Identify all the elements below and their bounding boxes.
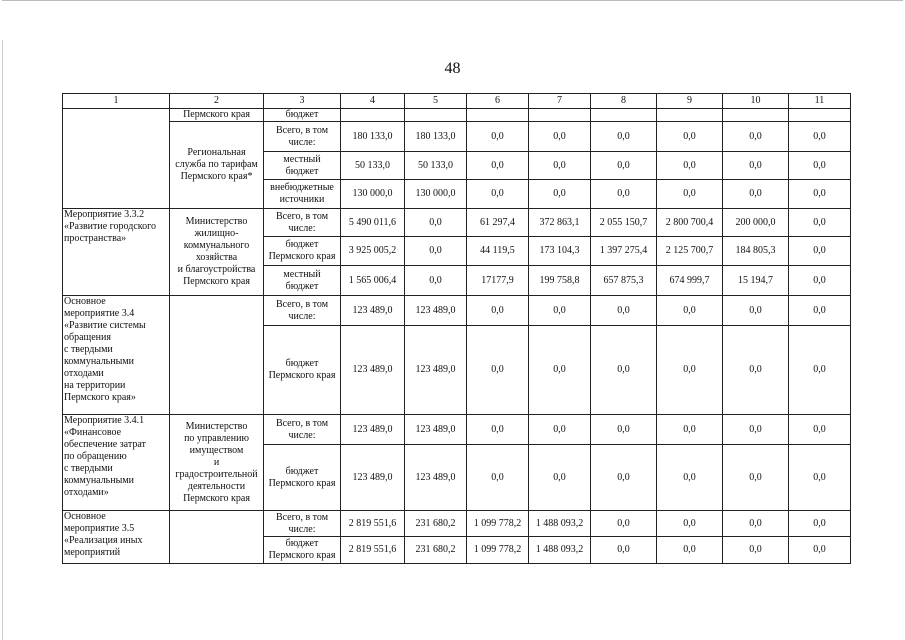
value-cell: 123 489,0: [405, 296, 467, 326]
source-cell: бюджет Пермского края: [264, 237, 341, 266]
value-cell: 0,0: [591, 415, 657, 445]
column-header-11: 11: [789, 94, 851, 109]
value-cell: 15 194,7: [723, 266, 789, 296]
value-cell: 184 805,3: [723, 237, 789, 266]
value-cell: 0,0: [723, 415, 789, 445]
value-cell: 180 133,0: [405, 122, 467, 152]
executor-cell: [170, 296, 264, 415]
value-cell: 0,0: [467, 180, 529, 209]
column-header-1: 1: [63, 94, 170, 109]
value-cell: [591, 109, 657, 122]
value-cell: 199 758,8: [529, 266, 591, 296]
value-cell: 0,0: [657, 296, 723, 326]
source-cell: Всего, в том числе:: [264, 296, 341, 326]
value-cell: 0,0: [723, 511, 789, 537]
value-cell: 0,0: [789, 266, 851, 296]
value-cell: 0,0: [529, 415, 591, 445]
value-cell: 0,0: [467, 326, 529, 415]
table-body: [63, 109, 851, 564]
value-cell: 0,0: [657, 445, 723, 511]
value-cell: 0,0: [529, 445, 591, 511]
value-cell: 0,0: [591, 180, 657, 209]
value-cell: 123 489,0: [405, 445, 467, 511]
value-cell: 1 488 093,2: [529, 511, 591, 537]
column-header-10: 10: [723, 94, 789, 109]
value-cell: [405, 109, 467, 122]
value-cell: 123 489,0: [341, 326, 405, 415]
value-cell: 0,0: [591, 122, 657, 152]
program-cell: Основное мероприятие 3.5 «Реализация иных мероприятий: [63, 511, 170, 564]
value-cell: 2 800 700,4: [657, 209, 723, 237]
value-cell: 0,0: [789, 209, 851, 237]
value-cell: 0,0: [789, 152, 851, 180]
value-cell: 0,0: [657, 152, 723, 180]
value-cell: 0,0: [529, 152, 591, 180]
value-cell: 657 875,3: [591, 266, 657, 296]
value-cell: 130 000,0: [405, 180, 467, 209]
value-cell: 0,0: [789, 122, 851, 152]
value-cell: 180 133,0: [341, 122, 405, 152]
value-cell: 50 133,0: [405, 152, 467, 180]
value-cell: 231 680,2: [405, 537, 467, 564]
value-cell: 5 490 011,6: [341, 209, 405, 237]
value-cell: 17177,9: [467, 266, 529, 296]
source-cell: Всего, в том числе:: [264, 209, 341, 237]
value-cell: 0,0: [657, 537, 723, 564]
value-cell: 0,0: [467, 122, 529, 152]
executor-cell: Региональная служба по тарифам Пермского края*: [170, 122, 264, 209]
page-number: 48: [444, 60, 461, 77]
value-cell: 130 000,0: [341, 180, 405, 209]
column-header-8: 8: [591, 94, 657, 109]
value-cell: 2 055 150,7: [591, 209, 657, 237]
value-cell: 0,0: [789, 180, 851, 209]
value-cell: 0,0: [591, 511, 657, 537]
column-header-5: 5: [405, 94, 467, 109]
value-cell: 2 819 551,6: [341, 511, 405, 537]
value-cell: 674 999,7: [657, 266, 723, 296]
value-cell: 0,0: [723, 326, 789, 415]
value-cell: [467, 109, 529, 122]
value-cell: 0,0: [467, 445, 529, 511]
value-cell: 0,0: [591, 152, 657, 180]
value-cell: 0,0: [657, 326, 723, 415]
value-cell: 61 297,4: [467, 209, 529, 237]
value-cell: 0,0: [789, 296, 851, 326]
source-cell: внебюджетные источники: [264, 180, 341, 209]
value-cell: 0,0: [723, 152, 789, 180]
value-cell: 1 565 006,4: [341, 266, 405, 296]
value-cell: 0,0: [405, 237, 467, 266]
executor-cell: Министерство жилищно- коммунального хозяйства и благоустройства Пермского края: [170, 209, 264, 296]
value-cell: [657, 109, 723, 122]
value-cell: 0,0: [723, 537, 789, 564]
executor-cell: [170, 511, 264, 564]
value-cell: 0,0: [657, 511, 723, 537]
column-header-9: 9: [657, 94, 723, 109]
value-cell: 2 819 551,6: [341, 537, 405, 564]
value-cell: 0,0: [467, 152, 529, 180]
value-cell: 173 104,3: [529, 237, 591, 266]
value-cell: 0,0: [591, 326, 657, 415]
value-cell: 231 680,2: [405, 511, 467, 537]
header-row: [63, 94, 851, 109]
value-cell: 0,0: [789, 511, 851, 537]
value-cell: 2 125 700,7: [657, 237, 723, 266]
source-cell: бюджет Пермского края: [264, 537, 341, 564]
column-header-4: 4: [341, 94, 405, 109]
value-cell: 0,0: [657, 180, 723, 209]
value-cell: 0,0: [657, 415, 723, 445]
value-cell: 0,0: [789, 237, 851, 266]
value-cell: [341, 109, 405, 122]
table-row: [63, 109, 851, 122]
value-cell: 1 099 778,2: [467, 511, 529, 537]
value-cell: 0,0: [405, 266, 467, 296]
value-cell: 50 133,0: [341, 152, 405, 180]
value-cell: 0,0: [723, 445, 789, 511]
column-header-7: 7: [529, 94, 591, 109]
value-cell: 1 099 778,2: [467, 537, 529, 564]
source-cell: бюджет: [264, 109, 341, 122]
value-cell: 0,0: [467, 296, 529, 326]
program-cell: Мероприятие 3.3.2 «Развитие городского пространства»: [63, 209, 170, 296]
table-row: [63, 296, 851, 326]
source-cell: Всего, в том числе:: [264, 511, 341, 537]
value-cell: 0,0: [591, 445, 657, 511]
value-cell: [529, 109, 591, 122]
value-cell: 0,0: [723, 296, 789, 326]
program-cell: [63, 109, 170, 209]
column-header-3: 3: [264, 94, 341, 109]
value-cell: 1 488 093,2: [529, 537, 591, 564]
source-cell: бюджет Пермского края: [264, 326, 341, 415]
value-cell: 1 397 275,4: [591, 237, 657, 266]
value-cell: 0,0: [789, 415, 851, 445]
value-cell: 123 489,0: [341, 296, 405, 326]
value-cell: 0,0: [789, 326, 851, 415]
value-cell: 0,0: [529, 296, 591, 326]
table-row: [63, 415, 851, 445]
budget-table: [62, 93, 851, 564]
value-cell: 0,0: [529, 122, 591, 152]
executor-cell: Пермского края: [170, 109, 264, 122]
executor-cell: Министерство по управлению имуществом и градостроительной деятельности Пермского края: [170, 415, 264, 511]
value-cell: 123 489,0: [405, 326, 467, 415]
source-cell: местный бюджет: [264, 152, 341, 180]
program-cell: Основное мероприятие 3.4 «Развитие системы обращения с твердыми коммунальными отходами на территории Пермского края»: [63, 296, 170, 415]
source-cell: бюджет Пермского края: [264, 445, 341, 511]
scan-left-edge: [2, 40, 3, 640]
value-cell: 0,0: [657, 122, 723, 152]
value-cell: 123 489,0: [341, 445, 405, 511]
value-cell: [723, 109, 789, 122]
value-cell: 3 925 005,2: [341, 237, 405, 266]
value-cell: 123 489,0: [405, 415, 467, 445]
source-cell: Всего, в том числе:: [264, 122, 341, 152]
source-cell: местный бюджет: [264, 266, 341, 296]
column-header-6: 6: [467, 94, 529, 109]
program-cell: Мероприятие 3.4.1 «Финансовое обеспечение затрат по обращению с твердыми коммунальными отходами»: [63, 415, 170, 511]
value-cell: 200 000,0: [723, 209, 789, 237]
value-cell: 0,0: [591, 296, 657, 326]
column-header-2: 2: [170, 94, 264, 109]
value-cell: 0,0: [591, 537, 657, 564]
value-cell: [789, 109, 851, 122]
value-cell: 0,0: [529, 326, 591, 415]
value-cell: 44 119,5: [467, 237, 529, 266]
value-cell: 372 863,1: [529, 209, 591, 237]
value-cell: 0,0: [529, 180, 591, 209]
value-cell: 0,0: [789, 537, 851, 564]
value-cell: 123 489,0: [341, 415, 405, 445]
table-row: [63, 209, 851, 237]
value-cell: 0,0: [467, 415, 529, 445]
value-cell: 0,0: [789, 445, 851, 511]
source-cell: Всего, в том числе:: [264, 415, 341, 445]
value-cell: 0,0: [723, 122, 789, 152]
value-cell: 0,0: [723, 180, 789, 209]
table-row: [63, 122, 851, 152]
scan-top-edge: [2, 0, 903, 1]
table-row: [63, 511, 851, 537]
value-cell: 0,0: [405, 209, 467, 237]
